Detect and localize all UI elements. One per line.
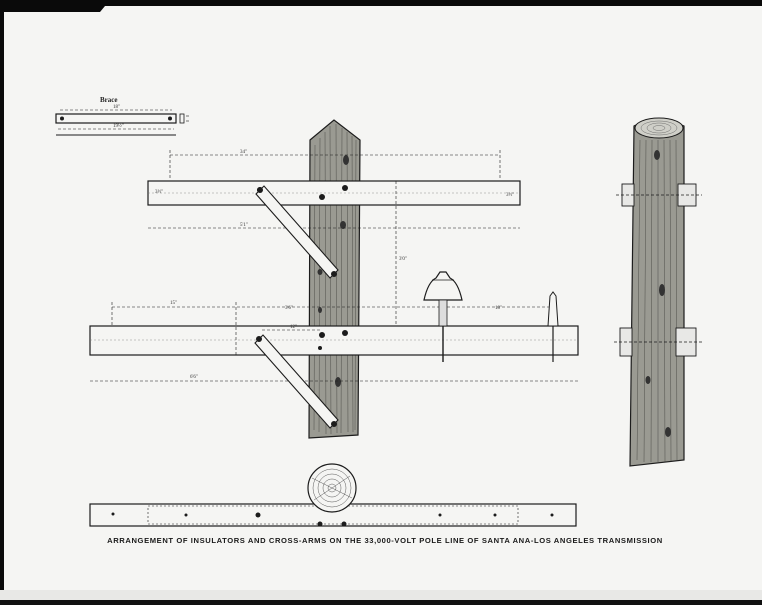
brace-bottom-dimension: 19½" xyxy=(113,124,124,129)
upper-cross-arm xyxy=(148,181,520,205)
vertical-dimension: 3'0" xyxy=(399,257,407,262)
brace-label: Brace xyxy=(100,96,118,104)
upper-right-dimension: 3½" xyxy=(506,193,515,198)
lower-left-dimension: 15" xyxy=(170,301,178,306)
lower-small-dimension: 12" xyxy=(290,325,298,330)
lower-width-dimension: 6'6" xyxy=(190,375,198,380)
lower-cross-arm xyxy=(90,326,578,355)
lower-right-dimension: 18" xyxy=(495,306,503,311)
upper-left-dimension: 3½" xyxy=(155,190,164,195)
paper-bottom-edge xyxy=(0,590,762,600)
drawing-caption: ARRANGEMENT OF INSULATORS AND CROSS-ARMS ON THE 33,000-VOLT POLE LINE OF SANTA ANA-LOS ANGELES TRANSMISSION xyxy=(107,536,663,545)
pole-front xyxy=(309,120,360,438)
lower-center-dimension: 3'6" xyxy=(285,306,293,311)
upper-span-dimension: 34" xyxy=(240,150,248,155)
brace-top-dimension: 18" xyxy=(113,105,121,110)
upper-width-dimension: 5'1" xyxy=(240,223,248,228)
